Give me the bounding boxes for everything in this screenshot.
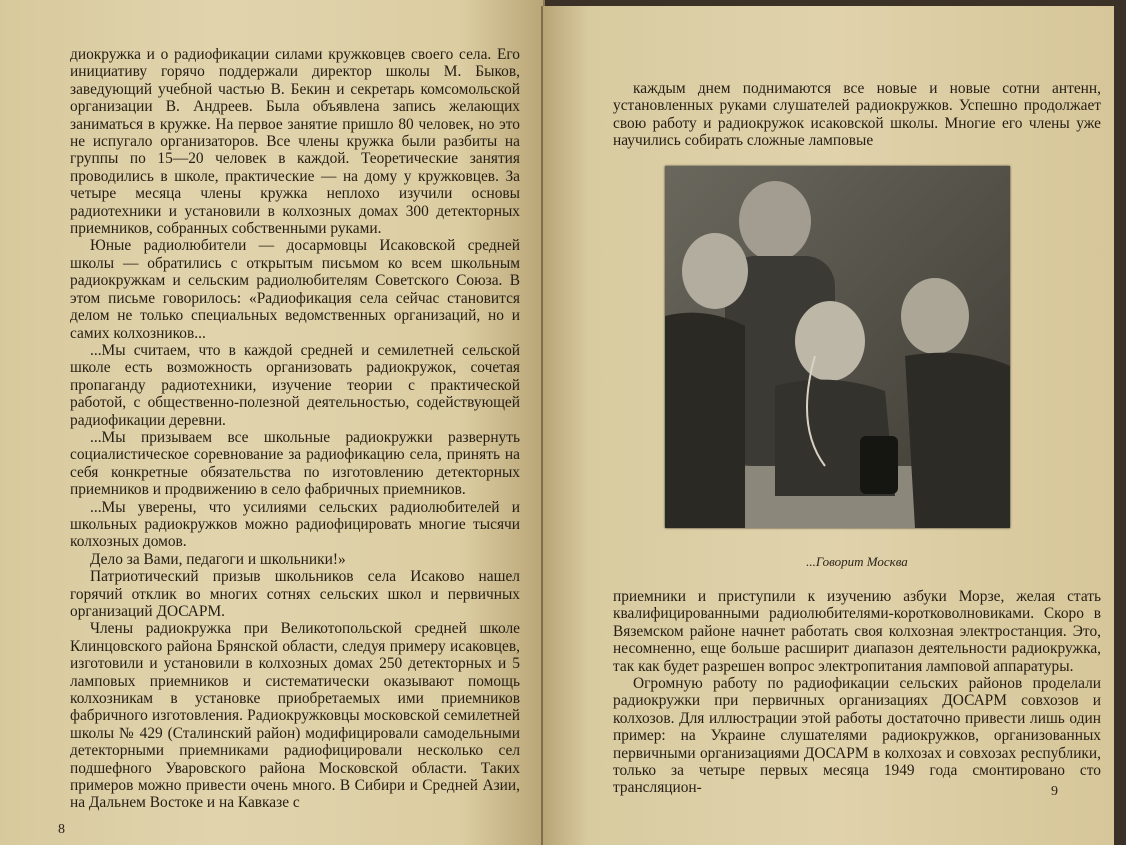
paragraph: Огромную работу по радиофикации сельских районов проделали радиокружки при первичных организациях ДОСАРМ совхозов и колхозов. Для иллюстрации этой работы достаточно привести лишь один пример: на Украине слушателями радиокружков, организованных первичными организациями ДОСАРМ в колхозах и совхозах республики, только за четыре первых месяца 1949 года смонтировано сто трансляцион-: [613, 675, 1101, 797]
paragraph: каждым днем поднимаются все новые и новые сотни антенн, установленных руками слушателей радиокружков. Успешно продолжает свою работу и радиокружок исаковской школы. Многие его члены уже научились собирать сложные ламповые: [613, 80, 1101, 150]
paragraph: диокружка и о радиофикации силами кружковцев своего села. Его инициативу горячо поддержали директор школы М. Быков, заведующий учебной частью В. Бекин и секретарь комсомольской организации В. Андреев. Была объявлена запись желающих заниматься в кружке. На первое занятие пришло 80 человек, но это не испугало организаторов. Все члены кружка были разбиты на группы по 15—20 человек в каждой. Теоретические занятия проводились в школе, практические — на дому у кружковцев. За четыре месяца члены кружка неплохо изучили основы радиотехники и установили в колхозных домах 300 детекторных приемников, собранных собственными руками.: [70, 46, 520, 238]
right-page-top-text: [613, 80, 1101, 150]
paragraph: ...Мы призываем все школьные радиокружки развернуть социалистическое соревнование за радиофикацию села, принять на себя конкретные обязательства по изготовлению детекторных приемников и продвижению в село фабричных приемников.: [70, 428, 520, 499]
paragraph: приемники и приступили к изучению азбуки Морзе, желая стать квалифицированными радиолюбителями-коротковолновиками. Скоро в Вяземском районе начнет работать своя колхозная электростанция. Это, несомненно, еще больше расширит диапазон деятельности радиокружка, так как будет разрешен вопрос электропитания ламповой аппаратуры.: [613, 588, 1101, 675]
right-page-bottom-text: [613, 588, 1101, 797]
left-page: [0, 0, 545, 845]
paragraph: Юные радиолюбители — досармовцы Исаковской средней школы — обратились с открытым письмом ко всем школьным радиокружкам и сельским радиолюбителям Советского Союза. В этом письме говорилось: «Радиофикация села сейчас становится делом не только специальных ведомственных организаций, но и самих колхозников...: [70, 237, 520, 342]
page-number: 9: [1051, 784, 1058, 799]
paragraph: ...Мы уверены, что усилиями сельских радиолюбителей и школьных радиокружков можно радиофицировать многие тысячи колхозных домов.: [70, 498, 520, 551]
left-page-text: [70, 46, 520, 812]
photograph: [665, 166, 1010, 528]
paragraph: Члены радиокружка при Великотопольской средней школе Клинцовского района Брянской области, следуя примеру исаковцев, изготовили и установили в колхозных домах 250 детекторных и 5 ламповых приемников и систематически оказывают помощь колхозникам в установке приобретаемых ими приемников фабричного изготовления. Радиокружковцы московской семилетней школы № 429 (Сталинский район) модифицировали самодельными детекторными приемниками радиофицировали несколько сел подшефного Уваровского района Московской области. Таких примеров можно привести очень много. В Сибири и Средней Азии, на Дальнем Востоке и на Кавказе с: [70, 620, 520, 812]
photo-illustration: [665, 166, 1010, 528]
paragraph: ...Мы считаем, что в каждой средней и семилетней сельской школе есть возможность организовать радиокружок, сочетая пропаганду радиотехники, изучение теории с практической работой, с общественно-полезной деятельностью, содействующей радиофикации деревни.: [70, 341, 520, 429]
page-number: 8: [58, 822, 65, 837]
paragraph: Дело за Вами, педагоги и школьники!»: [90, 550, 346, 568]
right-page: [541, 6, 1114, 845]
photo-caption: ...Говорит Москва: [806, 554, 908, 569]
paragraph: Патриотический призыв школьников села Исаково нашел горячий отклик во многих сотнях сельских школ и первичных организаций ДОСАРМ.: [70, 568, 520, 620]
